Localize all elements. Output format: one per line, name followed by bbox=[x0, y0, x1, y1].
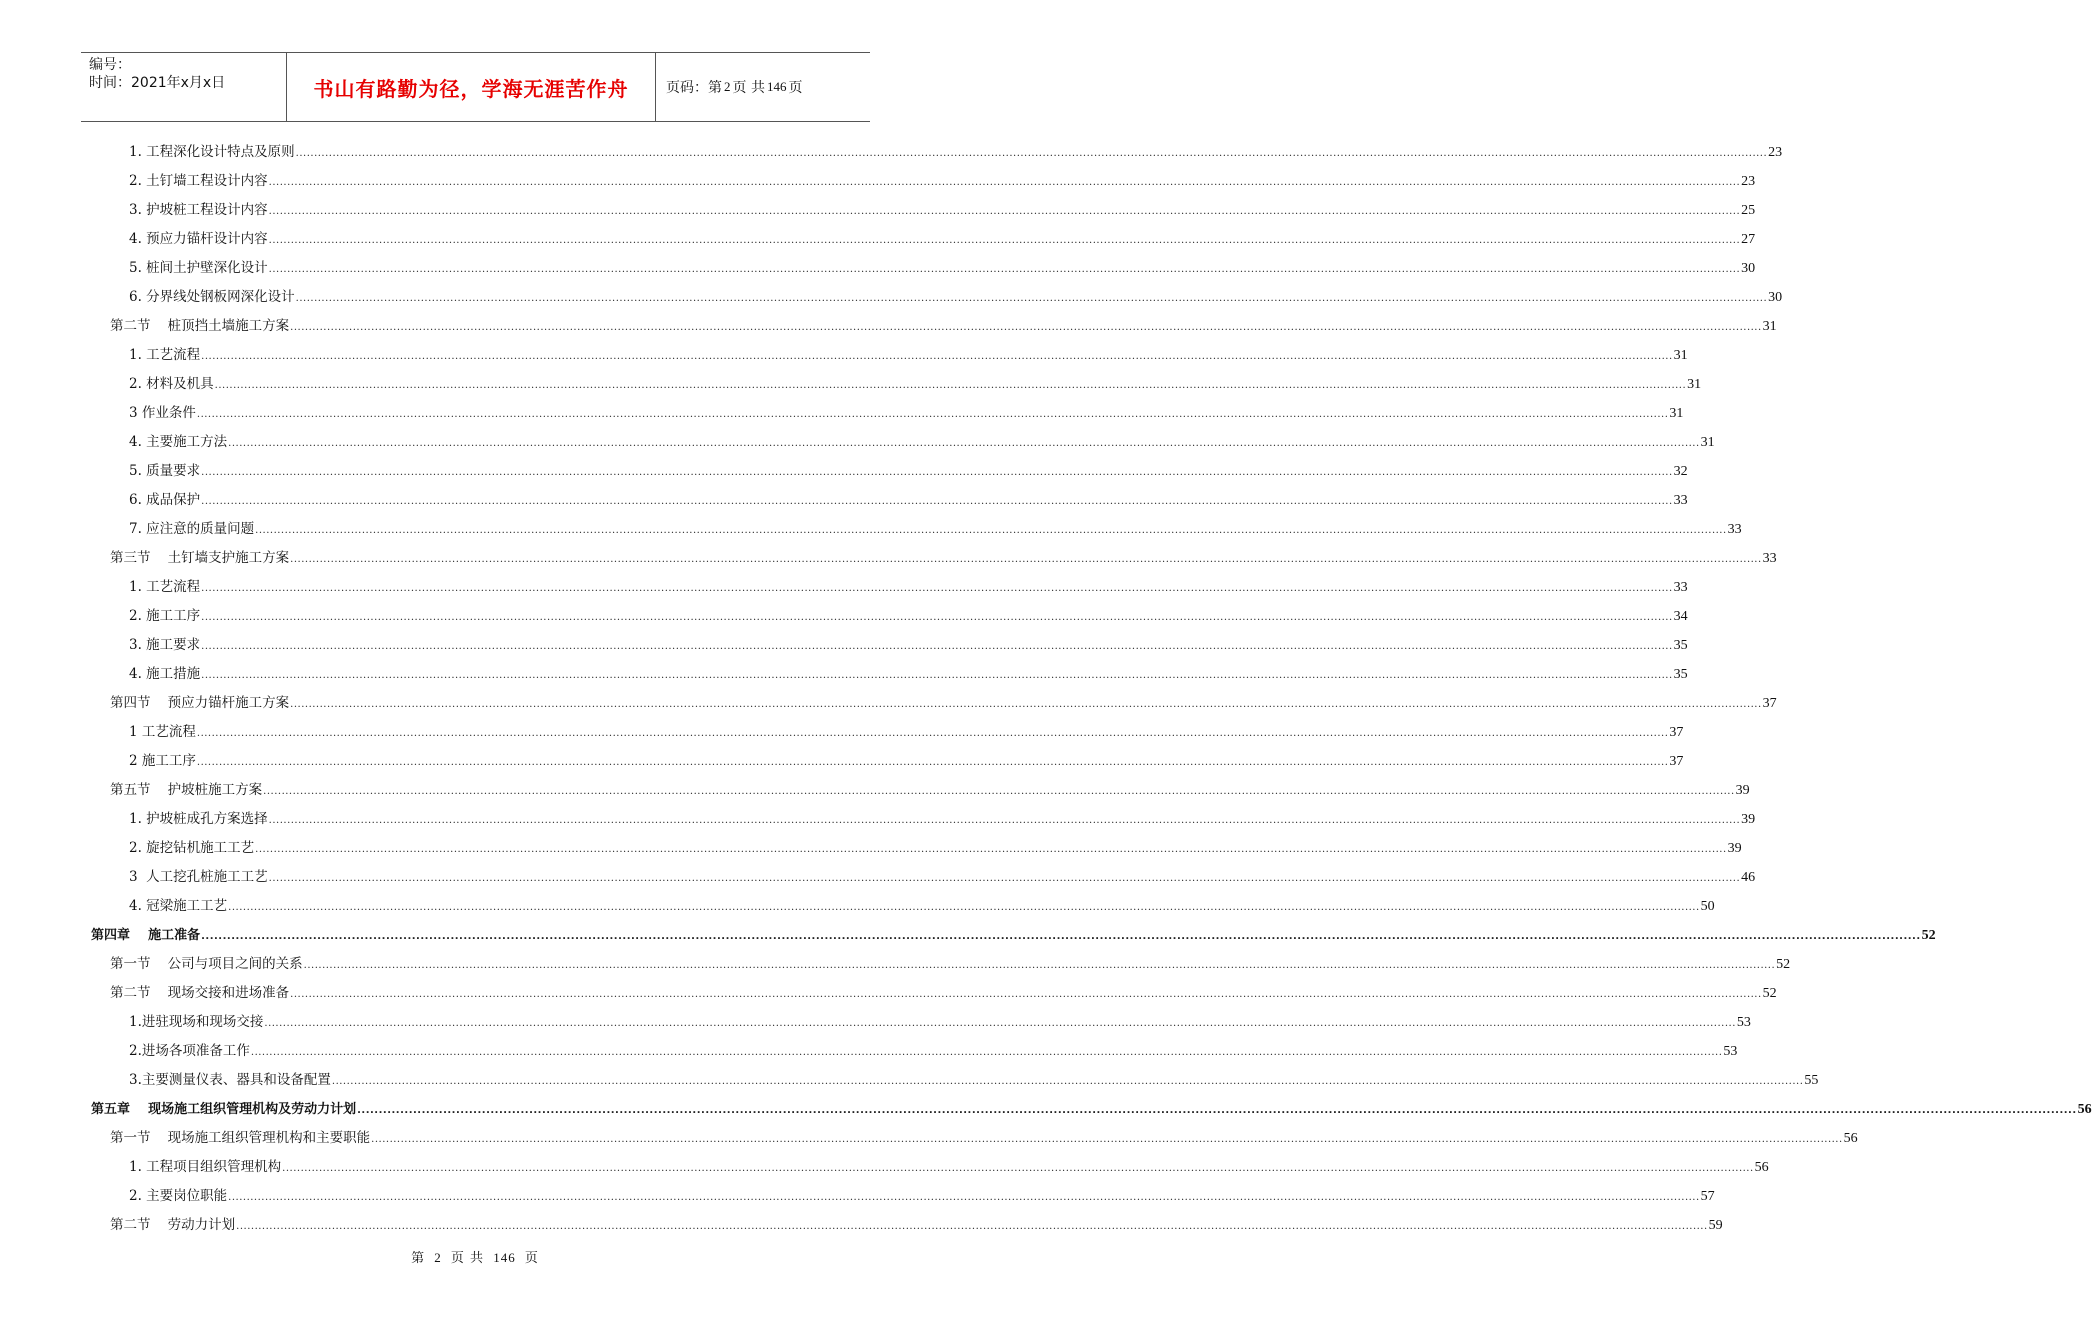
toc-entry-page: 31 bbox=[1687, 377, 1702, 392]
toc-entry-page: 52 bbox=[1776, 957, 1791, 972]
toc-item-entry[interactable] bbox=[129, 747, 1684, 776]
toc-leader-dots: ................................................................................................................................................................................................................................................................................................................................................................................................................ bbox=[236, 1221, 1708, 1232]
header-motto: 书山有路勤为径，学海无涯苦作舟 bbox=[286, 53, 656, 121]
header-info bbox=[81, 53, 286, 121]
toc-leader-dots: ................................................................................................................................................................................................................................................................................................................................................................................................................ bbox=[255, 844, 1727, 855]
toc-leader-dots: ................................................................................................................................................................................................................................................................................................................................................................................................................ bbox=[196, 409, 1669, 420]
page-footer bbox=[0, 1247, 950, 1266]
page-header bbox=[81, 52, 870, 122]
toc-leader-dots: ................................................................................................................................................................................................................................................................................................................................................................................................................ bbox=[268, 206, 1741, 217]
toc-entry-label: 第一节 公司与项目之间的关系 bbox=[110, 956, 303, 972]
toc-entry-label: 5. 质量要求 bbox=[129, 463, 201, 479]
toc-leader-dots: ................................................................................................................................................................................................................................................................................................................................................................................................................ bbox=[201, 641, 1673, 652]
toc-entry-page: 52 bbox=[1762, 986, 1777, 1001]
toc-chapter-entry[interactable] bbox=[91, 921, 1936, 950]
toc-leader-dots: ................................................................................................................................................................................................................................................................................................................................................................................................................ bbox=[290, 322, 1762, 333]
toc-item-entry[interactable] bbox=[129, 370, 1702, 399]
toc-item-entry[interactable] bbox=[129, 428, 1715, 457]
toc-section-entry[interactable] bbox=[110, 1211, 1723, 1240]
toc-item-entry[interactable] bbox=[129, 631, 1688, 660]
toc-entry-label: 1. 工程项目组织管理机构 bbox=[129, 1159, 282, 1175]
header-page-mid: 页 共 bbox=[732, 80, 765, 96]
toc-entry-label: 第二节 桩顶挡土墙施工方案 bbox=[110, 318, 290, 334]
toc-item-entry[interactable] bbox=[129, 602, 1688, 631]
toc-leader-dots: ................................................................................................................................................................................................................................................................................................................................................................................................................ bbox=[268, 873, 1741, 884]
toc-leader-dots: ................................................................................................................................................................................................................................................................................................................................................................................................................ bbox=[290, 989, 1762, 1000]
toc-section-entry[interactable] bbox=[110, 1124, 1858, 1153]
toc-entry-page: 57 bbox=[1700, 1189, 1715, 1204]
toc-entry-label: 3. 护坡桩工程设计内容 bbox=[129, 202, 268, 218]
toc-leader-dots: ................................................................................................................................................................................................................................................................................................................................................................................................................ bbox=[228, 1192, 1700, 1203]
header-page-number bbox=[656, 53, 870, 121]
toc-item-entry[interactable] bbox=[129, 834, 1742, 863]
toc-entry-label: 2. 施工工序 bbox=[129, 608, 201, 624]
toc-entry-label: 2. 旋挖钻机施工工艺 bbox=[129, 840, 255, 856]
toc-leader-dots: ................................................................................................................................................................................................................................................................................................................................................................................................................ bbox=[268, 177, 1741, 188]
toc-leader-dots: ................................................................................................................................................................................................................................................................................................................................................................................................................ bbox=[290, 699, 1762, 710]
toc-item-entry[interactable] bbox=[129, 805, 1756, 834]
toc-item-entry[interactable] bbox=[129, 1008, 1751, 1037]
footer-mid: 页 共 bbox=[450, 1251, 485, 1266]
footer-page-total: 146 bbox=[493, 1250, 516, 1265]
toc-entry-page: 39 bbox=[1727, 841, 1742, 856]
toc-entry-label: 1. 工艺流程 bbox=[129, 579, 201, 595]
toc-entry-label: 4. 主要施工方法 bbox=[129, 434, 228, 450]
toc-entry-page: 39 bbox=[1741, 812, 1756, 827]
toc-entry-label: 1. 工程深化设计特点及原则 bbox=[129, 144, 295, 160]
toc-entry-page: 32 bbox=[1673, 464, 1688, 479]
document-number-label: 编号： bbox=[89, 57, 131, 73]
toc-entry-page: 55 bbox=[1804, 1073, 1819, 1088]
toc-item-entry[interactable] bbox=[129, 341, 1688, 370]
toc-section-entry[interactable] bbox=[110, 950, 1791, 979]
footer-suffix: 页 bbox=[524, 1251, 539, 1266]
toc-leader-dots: ................................................................................................................................................................................................................................................................................................................................................................................................................ bbox=[268, 235, 1741, 246]
toc-entry-label: 2. 材料及机具 bbox=[129, 376, 214, 392]
toc-section-entry[interactable] bbox=[110, 979, 1777, 1008]
toc-entry-label: 第五章 现场施工组织管理机构及劳动力计划 bbox=[91, 1102, 357, 1117]
toc-entry-page: 35 bbox=[1673, 638, 1688, 653]
toc-entry-page: 30 bbox=[1741, 261, 1756, 276]
toc-item-entry[interactable] bbox=[129, 1066, 1819, 1095]
toc-leader-dots: ................................................................................................................................................................................................................................................................................................................................................................................................................ bbox=[282, 1163, 1754, 1174]
header-page-total: 146 bbox=[766, 79, 787, 94]
toc-entry-label: 3 人工挖孔桩施工工艺 bbox=[129, 869, 268, 885]
toc-entry-page: 37 bbox=[1762, 696, 1777, 711]
toc-entry-page: 59 bbox=[1708, 1218, 1723, 1233]
toc-entry-label: 第五节 护坡桩施工方案 bbox=[110, 782, 263, 798]
toc-entry-page: 34 bbox=[1673, 609, 1688, 624]
toc-entry-label: 6. 成品保护 bbox=[129, 492, 201, 508]
toc-leader-dots: ................................................................................................................................................................................................................................................................................................................................................................................................................ bbox=[201, 583, 1673, 594]
toc-leader-dots: ................................................................................................................................................................................................................................................................................................................................................................................................................ bbox=[303, 960, 1776, 971]
toc-entry-page: 46 bbox=[1741, 870, 1756, 885]
toc-item-entry[interactable] bbox=[129, 892, 1715, 921]
toc-entry-page: 53 bbox=[1736, 1015, 1751, 1030]
toc-section-entry[interactable] bbox=[110, 689, 1777, 718]
toc-item-entry[interactable] bbox=[129, 718, 1684, 747]
toc-entry-label: 第二节 劳动力计划 bbox=[110, 1217, 236, 1233]
toc-leader-dots: ................................................................................................................................................................................................................................................................................................................................................................................................................ bbox=[295, 293, 1768, 304]
toc-item-entry[interactable] bbox=[129, 1037, 1738, 1066]
toc-entry-page: 31 bbox=[1700, 435, 1715, 450]
toc-entry-page: 27 bbox=[1741, 232, 1756, 247]
toc-entry-page: 56 bbox=[2077, 1102, 2092, 1117]
toc-entry-label: 5. 桩间土护壁深化设计 bbox=[129, 260, 268, 276]
toc-entry-label: 第四节 预应力锚杆施工方案 bbox=[110, 695, 290, 711]
toc-leader-dots: ................................................................................................................................................................................................................................................................................................................................................................................................................ bbox=[290, 554, 1762, 565]
toc-entry-label: 3.主要测量仪表、器具和设备配置 bbox=[129, 1072, 331, 1088]
toc-leader-dots: ................................................................................................................................................................................................................................................................................................................................................................................................................ bbox=[357, 1105, 2077, 1116]
toc-entry-page: 52 bbox=[1921, 928, 1936, 943]
toc-entry-label: 2. 土钉墙工程设计内容 bbox=[129, 173, 268, 189]
toc-entry-label: 3. 施工要求 bbox=[129, 637, 201, 653]
toc-entry-label: 1 工艺流程 bbox=[129, 724, 196, 740]
toc-leader-dots: ................................................................................................................................................................................................................................................................................................................................................................................................................ bbox=[331, 1076, 1804, 1087]
toc-leader-dots: ................................................................................................................................................................................................................................................................................................................................................................................................................ bbox=[228, 902, 1700, 913]
toc-entry-page: 25 bbox=[1741, 203, 1756, 218]
toc-leader-dots: ................................................................................................................................................................................................................................................................................................................................................................................................................ bbox=[196, 757, 1669, 768]
toc-entry-page: 23 bbox=[1741, 174, 1756, 189]
toc-leader-dots: ................................................................................................................................................................................................................................................................................................................................................................................................................ bbox=[201, 612, 1673, 623]
toc-leader-dots: ................................................................................................................................................................................................................................................................................................................................................................................................................ bbox=[201, 496, 1673, 507]
footer-page-current: 2 bbox=[434, 1250, 442, 1265]
toc-entry-page: 56 bbox=[1754, 1160, 1769, 1175]
toc-leader-dots: ................................................................................................................................................................................................................................................................................................................................................................................................................ bbox=[201, 931, 1921, 942]
toc-item-entry[interactable] bbox=[129, 486, 1688, 515]
toc-leader-dots: ................................................................................................................................................................................................................................................................................................................................................................................................................ bbox=[268, 815, 1741, 826]
toc-leader-dots: ................................................................................................................................................................................................................................................................................................................................................................................................................ bbox=[371, 1134, 1843, 1145]
toc-item-entry[interactable] bbox=[129, 138, 1783, 167]
toc-entry-page: 37 bbox=[1669, 725, 1684, 740]
toc-entry-page: 31 bbox=[1669, 406, 1684, 421]
toc-item-entry[interactable] bbox=[129, 515, 1742, 544]
toc-entry-label: 4. 冠梁施工工艺 bbox=[129, 898, 228, 914]
toc-leader-dots: ................................................................................................................................................................................................................................................................................................................................................................................................................ bbox=[196, 728, 1669, 739]
toc-entry-label: 1. 工艺流程 bbox=[129, 347, 201, 363]
toc-entry-label: 1. 护坡桩成孔方案选择 bbox=[129, 811, 268, 827]
toc-leader-dots: ................................................................................................................................................................................................................................................................................................................................................................................................................ bbox=[295, 148, 1768, 159]
toc-entry-label: 3 作业条件 bbox=[129, 405, 196, 421]
toc-leader-dots: ................................................................................................................................................................................................................................................................................................................................................................................................................ bbox=[263, 786, 1735, 797]
header-page-suffix: 页 bbox=[788, 80, 803, 96]
toc-item-entry[interactable] bbox=[129, 196, 1756, 225]
document-time-label: 时间：2021年x月x日 bbox=[89, 75, 226, 91]
toc-entry-label: 4. 施工措施 bbox=[129, 666, 201, 682]
toc-leader-dots: ................................................................................................................................................................................................................................................................................................................................................................................................................ bbox=[214, 380, 1687, 391]
toc-leader-dots: ................................................................................................................................................................................................................................................................................................................................................................................................................ bbox=[268, 264, 1741, 275]
toc-entry-label: 第四章 施工准备 bbox=[91, 928, 201, 943]
toc-entry-page: 31 bbox=[1673, 348, 1688, 363]
toc-item-entry[interactable] bbox=[129, 457, 1688, 486]
toc-item-entry[interactable] bbox=[129, 573, 1688, 602]
toc-entry-label: 2. 主要岗位职能 bbox=[129, 1188, 228, 1204]
header-page-prefix: 页码：第 bbox=[666, 80, 722, 96]
toc-leader-dots: ................................................................................................................................................................................................................................................................................................................................................................................................................ bbox=[228, 438, 1700, 449]
toc-item-entry[interactable] bbox=[129, 660, 1688, 689]
toc-leader-dots: ................................................................................................................................................................................................................................................................................................................................................................................................................ bbox=[201, 670, 1673, 681]
toc-item-entry[interactable] bbox=[129, 167, 1756, 196]
toc-item-entry[interactable] bbox=[129, 1153, 1769, 1182]
toc-entry-label: 2 施工工序 bbox=[129, 753, 196, 769]
toc-entry-page: 35 bbox=[1673, 667, 1688, 682]
toc-entry-page: 50 bbox=[1700, 899, 1715, 914]
toc-item-entry[interactable] bbox=[129, 254, 1756, 283]
toc-entry-page: 23 bbox=[1768, 145, 1783, 160]
toc-entry-page: 33 bbox=[1727, 522, 1742, 537]
toc-item-entry[interactable] bbox=[129, 225, 1756, 254]
toc-entry-label: 6. 分界线处钢板网深化设计 bbox=[129, 289, 295, 305]
toc-item-entry[interactable] bbox=[129, 399, 1684, 428]
toc-entry-label: 第三节 土钉墙支护施工方案 bbox=[110, 550, 290, 566]
toc-entry-page: 33 bbox=[1673, 493, 1688, 508]
toc-entry-page: 30 bbox=[1768, 290, 1783, 305]
toc-entry-page: 56 bbox=[1843, 1131, 1858, 1146]
header-page-current: 2 bbox=[724, 79, 731, 94]
toc-item-entry[interactable] bbox=[129, 283, 1783, 312]
toc-item-entry[interactable] bbox=[129, 1182, 1715, 1211]
toc-leader-dots: ................................................................................................................................................................................................................................................................................................................................................................................................................ bbox=[201, 467, 1673, 478]
toc-entry-label: 4. 预应力锚杆设计内容 bbox=[129, 231, 268, 247]
toc-leader-dots: ................................................................................................................................................................................................................................................................................................................................................................................................................ bbox=[201, 351, 1673, 362]
toc-entry-label: 7. 应注意的质量问题 bbox=[129, 521, 255, 537]
footer-prefix: 第 bbox=[411, 1251, 426, 1266]
toc-entry-page: 33 bbox=[1762, 551, 1777, 566]
toc-entry-label: 2.进场各项准备工作 bbox=[129, 1043, 250, 1059]
toc-leader-dots: ................................................................................................................................................................................................................................................................................................................................................................................................................ bbox=[255, 525, 1727, 536]
toc-leader-dots: ................................................................................................................................................................................................................................................................................................................................................................................................................ bbox=[264, 1018, 1736, 1029]
toc-chapter-entry[interactable] bbox=[91, 1095, 2092, 1124]
toc-entry-page: 33 bbox=[1673, 580, 1688, 595]
toc-entry-label: 第一节 现场施工组织管理机构和主要职能 bbox=[110, 1130, 371, 1146]
toc-section-entry[interactable] bbox=[110, 312, 1777, 341]
toc-section-entry[interactable] bbox=[110, 776, 1750, 805]
toc-entry-page: 39 bbox=[1735, 783, 1750, 798]
toc-entry-page: 53 bbox=[1723, 1044, 1738, 1059]
toc-leader-dots: ................................................................................................................................................................................................................................................................................................................................................................................................................ bbox=[250, 1047, 1723, 1058]
toc-entry-label: 1.进驻现场和现场交接 bbox=[129, 1014, 264, 1030]
toc-entry-page: 37 bbox=[1669, 754, 1684, 769]
toc-entry-page: 31 bbox=[1762, 319, 1777, 334]
toc-entry-label: 第二节 现场交接和进场准备 bbox=[110, 985, 290, 1001]
toc-section-entry[interactable] bbox=[110, 544, 1777, 573]
toc-item-entry[interactable] bbox=[129, 863, 1756, 892]
